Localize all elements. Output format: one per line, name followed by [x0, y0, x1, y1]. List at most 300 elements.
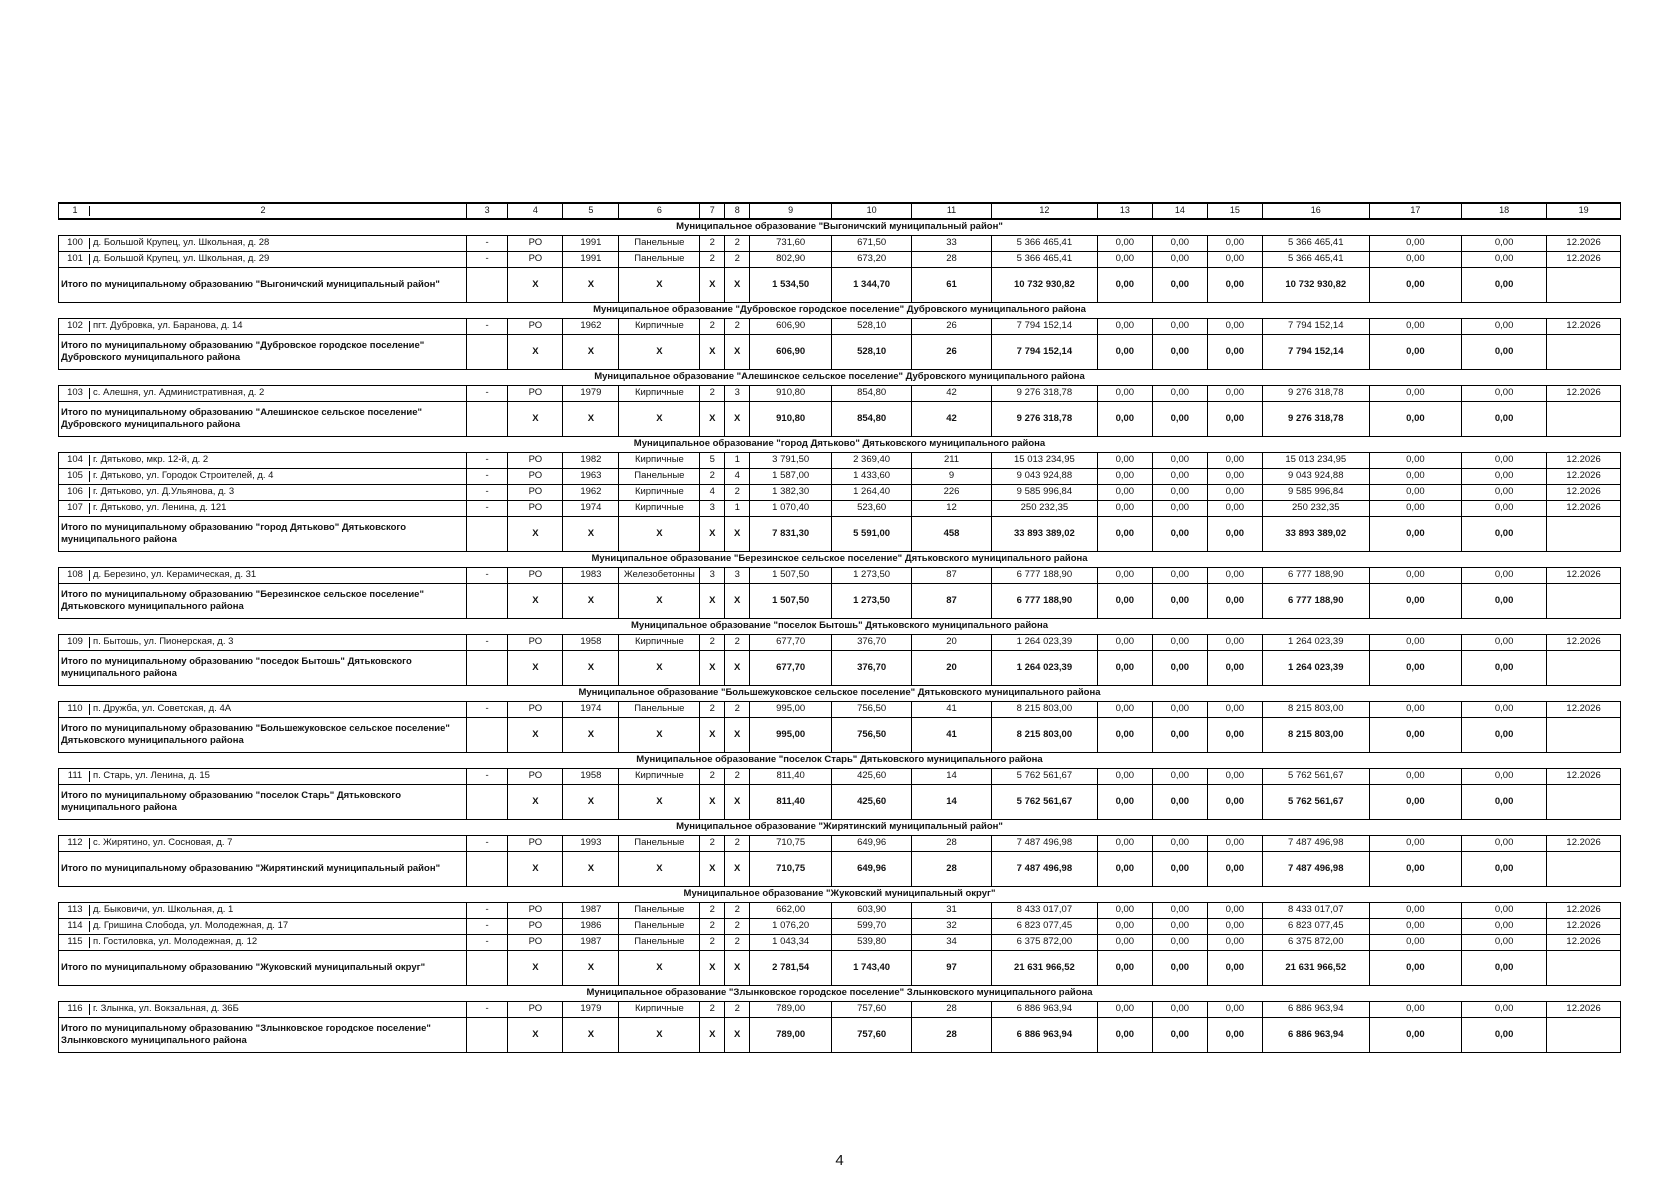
table-cell: 12.2026 — [1547, 1002, 1621, 1018]
table-cell: 5 762 561,67 — [991, 785, 1097, 820]
table-cell: 20 — [912, 651, 992, 686]
table-cell: 2 — [725, 635, 750, 651]
table-cell: 3 — [700, 501, 725, 517]
table-cell: 12.2026 — [1547, 702, 1621, 718]
table-cell: 0,00 — [1097, 236, 1152, 252]
table-cell: 0,00 — [1097, 402, 1152, 437]
subtotal-row — [59, 718, 1621, 753]
column-header-cell: 8 — [725, 203, 750, 219]
table-cell: 0,00 — [1369, 501, 1461, 517]
table-cell: Панельные — [619, 702, 700, 718]
table-cell: X — [508, 335, 563, 370]
table-cell: 2 — [700, 469, 725, 485]
table-cell: X — [508, 651, 563, 686]
table-cell: X — [563, 517, 619, 552]
table-cell: 12.2026 — [1547, 635, 1621, 651]
table-cell: 2 — [725, 903, 750, 919]
table-cell: 2 — [725, 1002, 750, 1018]
table-cell: 425,60 — [832, 785, 912, 820]
table-cell: X — [725, 852, 750, 887]
table-cell: 0,00 — [1462, 236, 1547, 252]
table-cell: 5 — [700, 453, 725, 469]
table-cell: 250 232,35 — [991, 501, 1097, 517]
table-cell: 5 762 561,67 — [1262, 769, 1369, 785]
table-cell: 673,20 — [832, 252, 912, 268]
table-cell: 61 — [912, 268, 992, 303]
table-row — [59, 469, 1621, 485]
table-cell: X — [725, 1018, 750, 1053]
table-cell: 0,00 — [1369, 268, 1461, 303]
table-cell: 0,00 — [1097, 852, 1152, 887]
table-cell: 606,90 — [750, 335, 832, 370]
table-cell: Кирпичные — [619, 453, 700, 469]
table-cell: 677,70 — [750, 635, 832, 651]
table-cell: 0,00 — [1207, 919, 1262, 935]
table-cell: 10 732 930,82 — [1262, 268, 1369, 303]
address-cell — [59, 453, 467, 469]
table-cell: 0,00 — [1462, 1018, 1547, 1053]
table-cell: 2 — [700, 935, 725, 951]
table-row — [59, 702, 1621, 718]
table-cell: 12.2026 — [1547, 236, 1621, 252]
table-cell: 0,00 — [1369, 453, 1461, 469]
subtotal-row — [59, 517, 1621, 552]
table-cell: 1986 — [563, 919, 619, 935]
table-cell: 2 — [725, 485, 750, 501]
table-cell: 789,00 — [750, 1018, 832, 1053]
table-cell: 3 — [700, 568, 725, 584]
table-cell: X — [619, 268, 700, 303]
address-cell — [59, 635, 467, 651]
table-cell: 0,00 — [1152, 402, 1207, 437]
table-cell: 250 232,35 — [1262, 501, 1369, 517]
table-cell: РО — [508, 453, 563, 469]
table-cell: 2 — [700, 919, 725, 935]
table-cell: 0,00 — [1152, 951, 1207, 986]
table-cell: Кирпичные — [619, 501, 700, 517]
table-cell: 0,00 — [1462, 718, 1547, 753]
table-cell: X — [619, 718, 700, 753]
table-cell: 0,00 — [1097, 702, 1152, 718]
table-cell: 6 777 188,90 — [991, 584, 1097, 619]
table-cell: 0,00 — [1207, 785, 1262, 820]
municipality-heading-row — [59, 686, 1621, 702]
table-cell: 28 — [912, 852, 992, 887]
table-cell: 32 — [912, 919, 992, 935]
table-cell: X — [700, 951, 725, 986]
table-cell: 0,00 — [1097, 319, 1152, 335]
table-cell: 0,00 — [1369, 335, 1461, 370]
table-cell: 2 — [725, 252, 750, 268]
table-cell: 1 076,20 — [750, 919, 832, 935]
table-cell: 0,00 — [1462, 501, 1547, 517]
table-cell: 0,00 — [1369, 236, 1461, 252]
table-cell: - — [466, 236, 508, 252]
table-cell: - — [466, 903, 508, 919]
table-cell: Панельные — [619, 236, 700, 252]
table-cell: 756,50 — [832, 718, 912, 753]
subtotal-label: Итого по муниципальному образованию "Жуковский муниципальный округ" — [59, 951, 467, 986]
column-header-cell: 4 — [508, 203, 563, 219]
table-cell: 12.2026 — [1547, 386, 1621, 402]
subtotal-row — [59, 584, 1621, 619]
row-address: г. Дятьково, мкр. 12-й, д. 2 — [93, 454, 209, 466]
table-cell: 0,00 — [1369, 635, 1461, 651]
subtotal-label: Итого по муниципальному образованию "город Дятьково" Дятьковского муниципального района — [59, 517, 467, 552]
row-address: п. Старь, ул. Ленина, д. 15 — [93, 770, 210, 782]
table-cell: 4 — [700, 485, 725, 501]
table-cell: 33 893 389,02 — [1262, 517, 1369, 552]
municipality-heading: Муниципальное образование "поселок Старь" Дятьковского муниципального района — [59, 753, 1621, 769]
subtotal-label: Итого по муниципальному образованию "поселок Старь" Дятьковского муниципального района — [59, 785, 467, 820]
table-cell: X — [725, 517, 750, 552]
row-address: п. Дружба, ул. Советская, д. 4А — [93, 703, 232, 715]
column-header-cell: 18 — [1462, 203, 1547, 219]
table-cell: 1 070,40 — [750, 501, 832, 517]
row-address: д. Большой Крупец, ул. Школьная, д. 28 — [93, 237, 270, 249]
table-cell — [1547, 785, 1621, 820]
table-cell: - — [466, 635, 508, 651]
table-cell: 0,00 — [1207, 402, 1262, 437]
row-address: пгт. Дубровка, ул. Баранова, д. 14 — [93, 320, 243, 332]
table-cell: Панельные — [619, 836, 700, 852]
table-cell: X — [563, 785, 619, 820]
municipality-heading-row — [59, 753, 1621, 769]
table-cell: 0,00 — [1097, 785, 1152, 820]
table-cell: - — [466, 702, 508, 718]
column-header-cell: 10 — [832, 203, 912, 219]
table-cell: 2 — [725, 769, 750, 785]
row-number: 116 — [61, 1004, 90, 1014]
table-cell: 12.2026 — [1547, 485, 1621, 501]
municipality-heading-row — [59, 986, 1621, 1002]
municipality-heading-row — [59, 437, 1621, 453]
table-cell: - — [466, 919, 508, 935]
table-cell: X — [619, 1018, 700, 1053]
table-cell: 1 264 023,39 — [1262, 635, 1369, 651]
address-cell — [59, 919, 467, 935]
table-cell: 1974 — [563, 501, 619, 517]
table-cell: Панельные — [619, 252, 700, 268]
table-cell: 0,00 — [1462, 1002, 1547, 1018]
row-number: 112 — [61, 838, 90, 848]
table-cell: 2 — [700, 836, 725, 852]
table-cell: 7 487 496,98 — [1262, 836, 1369, 852]
table-cell: 1 743,40 — [832, 951, 912, 986]
address-cell — [59, 386, 467, 402]
table-cell: 8 215 803,00 — [1262, 718, 1369, 753]
table-cell: 0,00 — [1207, 252, 1262, 268]
table-cell: - — [466, 453, 508, 469]
table-cell: X — [700, 718, 725, 753]
table-cell: 425,60 — [832, 769, 912, 785]
municipality-heading: Муниципальное образование "Большежуковское сельское поселение" Дятьковского муниципального района — [59, 686, 1621, 702]
table-cell: РО — [508, 919, 563, 935]
table-cell: 0,00 — [1462, 919, 1547, 935]
table-cell — [466, 402, 508, 437]
table-cell: 2 — [725, 836, 750, 852]
table-cell: 7 487 496,98 — [991, 836, 1097, 852]
subtotal-label: Итого по муниципальному образованию "поседок Бытошь" Дятьковского муниципального района — [59, 651, 467, 686]
table-cell: 599,70 — [832, 919, 912, 935]
table-cell: 0,00 — [1207, 453, 1262, 469]
subtotal-row — [59, 1018, 1621, 1053]
table-cell: 0,00 — [1369, 252, 1461, 268]
table-cell: 0,00 — [1369, 386, 1461, 402]
table-cell: 0,00 — [1462, 769, 1547, 785]
table-cell: 539,80 — [832, 935, 912, 951]
column-header-cell: 14 — [1152, 203, 1207, 219]
table-cell: 87 — [912, 584, 992, 619]
table-cell: 12.2026 — [1547, 903, 1621, 919]
table-cell: 995,00 — [750, 702, 832, 718]
table-cell — [466, 517, 508, 552]
table-cell: 2 — [700, 319, 725, 335]
table-cell: 0,00 — [1369, 951, 1461, 986]
table-cell: Кирпичные — [619, 635, 700, 651]
table-cell: 0,00 — [1097, 252, 1152, 268]
table-cell: 0,00 — [1462, 903, 1547, 919]
table-cell: 5 366 465,41 — [991, 252, 1097, 268]
table-cell: X — [725, 785, 750, 820]
table-cell: 0,00 — [1462, 651, 1547, 686]
column-header-num: 1 — [61, 206, 90, 216]
table-cell: 0,00 — [1462, 485, 1547, 501]
table-cell: 6 777 188,90 — [1262, 568, 1369, 584]
row-number: 105 — [61, 471, 90, 481]
address-cell — [59, 769, 467, 785]
table-cell: 731,60 — [750, 236, 832, 252]
table-cell: 0,00 — [1207, 485, 1262, 501]
subtotal-row — [59, 335, 1621, 370]
table-cell: X — [563, 651, 619, 686]
table-cell: X — [725, 951, 750, 986]
page-number: 4 — [835, 1152, 844, 1169]
table-cell: 0,00 — [1207, 501, 1262, 517]
table-row — [59, 1002, 1621, 1018]
table-cell: 6 777 188,90 — [1262, 584, 1369, 619]
address-cell — [59, 702, 467, 718]
table-cell: 0,00 — [1152, 335, 1207, 370]
column-header-cell: 3 — [466, 203, 508, 219]
table-cell: 12.2026 — [1547, 769, 1621, 785]
table-cell: 1 433,60 — [832, 469, 912, 485]
table-cell: 0,00 — [1207, 935, 1262, 951]
row-number: 114 — [61, 921, 90, 931]
table-cell: РО — [508, 469, 563, 485]
row-address: д. Березино, ул. Керамическая, д. 31 — [93, 569, 257, 581]
table-cell: 0,00 — [1462, 568, 1547, 584]
table-cell: - — [466, 485, 508, 501]
column-header-cell: 19 — [1547, 203, 1621, 219]
table-cell: 6 886 963,94 — [991, 1002, 1097, 1018]
table-row — [59, 501, 1621, 517]
table-cell: - — [466, 1002, 508, 1018]
table-row — [59, 919, 1621, 935]
table-cell: 1962 — [563, 319, 619, 335]
table-cell: 5 366 465,41 — [1262, 236, 1369, 252]
table-cell: 0,00 — [1152, 584, 1207, 619]
table-cell: 649,96 — [832, 836, 912, 852]
table-cell: 0,00 — [1462, 268, 1547, 303]
table-cell: 0,00 — [1369, 651, 1461, 686]
table-cell: 0,00 — [1152, 935, 1207, 951]
table-cell: 854,80 — [832, 402, 912, 437]
table-cell: 0,00 — [1152, 568, 1207, 584]
table-cell: X — [508, 517, 563, 552]
table-cell: X — [619, 651, 700, 686]
table-cell: 1 264,40 — [832, 485, 912, 501]
table-cell: 0,00 — [1207, 568, 1262, 584]
row-address: д. Гришина Слобода, ул. Молодежная, д. 17 — [93, 920, 289, 932]
table-cell: 41 — [912, 702, 992, 718]
row-address: г. Дятьково, ул. Городок Строителей, д. 4 — [93, 470, 274, 482]
table-cell: 9 043 924,88 — [1262, 469, 1369, 485]
table-cell: 1 273,50 — [832, 568, 912, 584]
table-row — [59, 935, 1621, 951]
row-number: 103 — [61, 388, 90, 398]
subtotal-row — [59, 852, 1621, 887]
table-cell: X — [563, 1018, 619, 1053]
municipality-heading: Муниципальное образование "Жуковский муниципальный округ" — [59, 887, 1621, 903]
table-cell: 0,00 — [1369, 702, 1461, 718]
table-cell: 0,00 — [1152, 319, 1207, 335]
table-cell: - — [466, 769, 508, 785]
row-number: 101 — [61, 254, 90, 264]
table-cell: 28 — [912, 836, 992, 852]
table-row — [59, 236, 1621, 252]
table-cell: X — [563, 402, 619, 437]
table-cell: 0,00 — [1207, 951, 1262, 986]
table-cell: 0,00 — [1097, 769, 1152, 785]
table-cell: РО — [508, 935, 563, 951]
table-cell: РО — [508, 236, 563, 252]
table-cell: 0,00 — [1462, 951, 1547, 986]
municipality-heading: Муниципальное образование "Березинское сельское поселение" Дятьковского муниципального района — [59, 552, 1621, 568]
table-cell: 0,00 — [1097, 919, 1152, 935]
table-cell: 21 631 966,52 — [1262, 951, 1369, 986]
table-cell: 8 433 017,07 — [991, 903, 1097, 919]
table-cell: 0,00 — [1207, 319, 1262, 335]
column-header-cell: 11 — [912, 203, 992, 219]
table-cell: 0,00 — [1152, 453, 1207, 469]
table-cell — [466, 852, 508, 887]
table-cell: 811,40 — [750, 769, 832, 785]
table-cell — [1547, 718, 1621, 753]
row-number: 108 — [61, 570, 90, 580]
table-cell: - — [466, 319, 508, 335]
table-cell: 9 043 924,88 — [991, 469, 1097, 485]
table-cell: Панельные — [619, 903, 700, 919]
table-cell: 9 585 996,84 — [991, 485, 1097, 501]
table-cell: 6 886 963,94 — [991, 1018, 1097, 1053]
table-cell: X — [508, 718, 563, 753]
table-cell: 0,00 — [1207, 702, 1262, 718]
table-cell: 0,00 — [1207, 769, 1262, 785]
table-cell: 1 — [725, 501, 750, 517]
table-cell: X — [619, 785, 700, 820]
table-cell: 0,00 — [1369, 769, 1461, 785]
column-header-cell: 15 — [1207, 203, 1262, 219]
table-cell: 0,00 — [1207, 1018, 1262, 1053]
table-cell: 710,75 — [750, 852, 832, 887]
table-cell: - — [466, 386, 508, 402]
table-row — [59, 485, 1621, 501]
table-cell: 6 886 963,94 — [1262, 1018, 1369, 1053]
column-header-cell: 6 — [619, 203, 700, 219]
table-cell: 41 — [912, 718, 992, 753]
table-cell: 0,00 — [1462, 335, 1547, 370]
column-header-cell: 13 — [1097, 203, 1152, 219]
subtotal-row — [59, 402, 1621, 437]
table-cell: X — [619, 402, 700, 437]
table-cell: X — [725, 335, 750, 370]
table-cell: 8 215 803,00 — [991, 718, 1097, 753]
table-cell: 0,00 — [1462, 785, 1547, 820]
table-cell: РО — [508, 702, 563, 718]
table-cell: 2 781,54 — [750, 951, 832, 986]
table-cell: 710,75 — [750, 836, 832, 852]
table-cell: 528,10 — [832, 319, 912, 335]
table-cell: 0,00 — [1152, 252, 1207, 268]
table-cell: 0,00 — [1462, 517, 1547, 552]
municipality-heading: Муниципальное образование "Дубровское городское поселение" Дубровского муниципального района — [59, 303, 1621, 319]
table-cell: 1 382,30 — [750, 485, 832, 501]
subtotal-label: Итого по муниципальному образованию "Большежуковское сельское поселение" Дятьковского муниципального района — [59, 718, 467, 753]
table-cell — [466, 1018, 508, 1053]
table-cell: 2 — [700, 252, 725, 268]
table-cell: 0,00 — [1369, 785, 1461, 820]
table-cell: 0,00 — [1152, 485, 1207, 501]
table-cell: 1979 — [563, 1002, 619, 1018]
row-number: 109 — [61, 637, 90, 647]
address-cell — [59, 1002, 467, 1018]
table-cell: 910,80 — [750, 402, 832, 437]
table-cell: 1987 — [563, 935, 619, 951]
subtotal-label: Итого по муниципальному образованию "Злынковское городское поселение" Злынковского муниципального района — [59, 1018, 467, 1053]
table-cell: 662,00 — [750, 903, 832, 919]
table-cell: Кирпичные — [619, 386, 700, 402]
municipality-heading: Муниципальное образование "город Дятьково" Дятьковского муниципального района — [59, 437, 1621, 453]
table-cell: - — [466, 935, 508, 951]
table-cell: 0,00 — [1462, 469, 1547, 485]
table-cell: X — [700, 517, 725, 552]
table-cell: 87 — [912, 568, 992, 584]
table-cell: 0,00 — [1152, 635, 1207, 651]
table-cell: X — [563, 718, 619, 753]
table-cell: 9 — [912, 469, 992, 485]
table-cell: 0,00 — [1152, 852, 1207, 887]
table-cell: X — [563, 951, 619, 986]
table-cell: 1991 — [563, 252, 619, 268]
table-cell: Кирпичные — [619, 769, 700, 785]
address-cell — [59, 485, 467, 501]
table-cell — [1547, 852, 1621, 887]
table-cell: 0,00 — [1369, 836, 1461, 852]
table-cell: 42 — [912, 386, 992, 402]
table-cell: 1 264 023,39 — [991, 651, 1097, 686]
table-cell: 2 369,40 — [832, 453, 912, 469]
municipality-heading-row — [59, 303, 1621, 319]
table-cell: 0,00 — [1207, 584, 1262, 619]
table-cell: 28 — [912, 1018, 992, 1053]
table-cell: 0,00 — [1462, 386, 1547, 402]
table-cell: X — [700, 402, 725, 437]
table-cell: 1963 — [563, 469, 619, 485]
table-cell: РО — [508, 635, 563, 651]
table-cell: 0,00 — [1207, 635, 1262, 651]
table-cell: 376,70 — [832, 635, 912, 651]
